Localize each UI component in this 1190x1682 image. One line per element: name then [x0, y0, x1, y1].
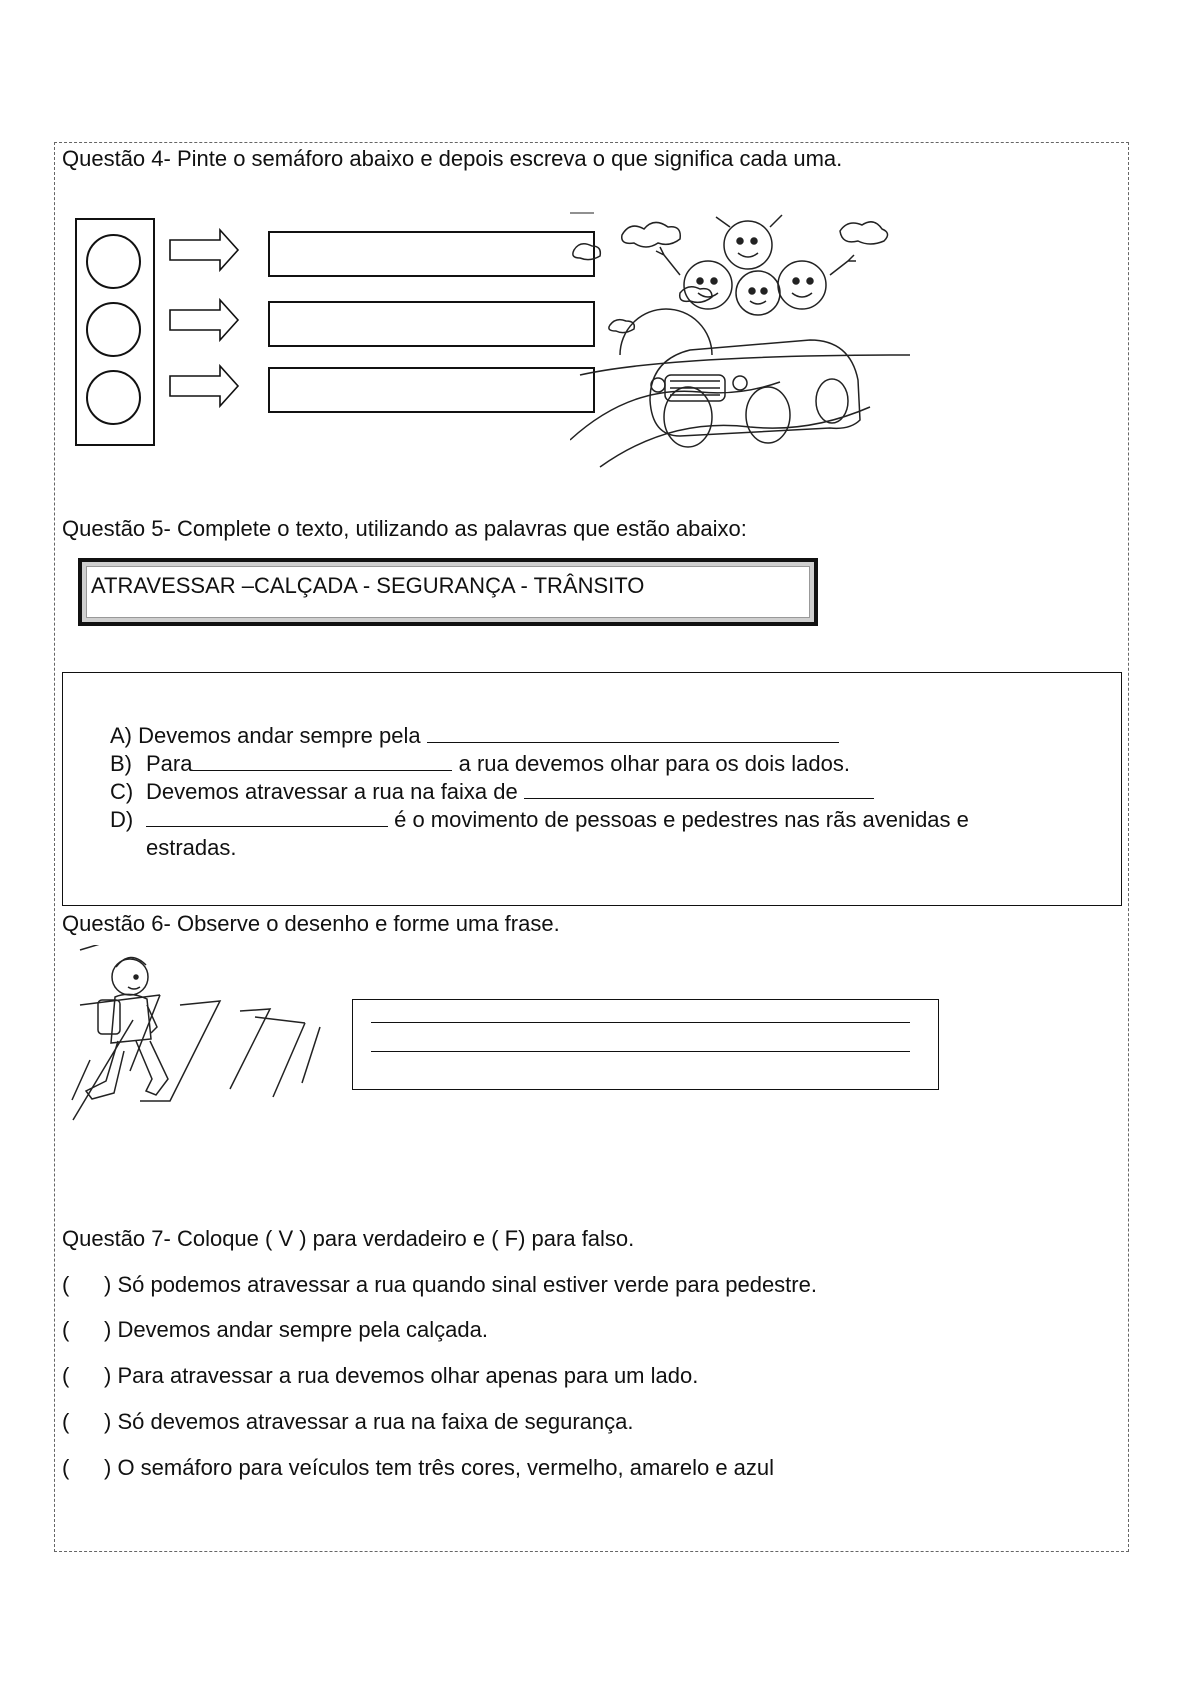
answer-parenthesis[interactable]: (: [62, 1363, 70, 1388]
answer-blank[interactable]: [524, 780, 874, 799]
arrow-right-icon: [170, 366, 238, 406]
sentence-answer-box: [352, 999, 939, 1090]
true-false-item: [62, 1272, 817, 1298]
statement-text: ) Devemos andar sempre pela calçada.: [104, 1317, 488, 1342]
statement-text: ) Só podemos atravessar a rua quando sinal estiver verde para pedestre.: [104, 1272, 817, 1297]
question-4-title: Questão 4- Pinte o semáforo abaixo e depois escreva o que significa cada uma.: [62, 146, 843, 171]
fill-item-a: [110, 723, 839, 749]
arrow-right-icon: [170, 300, 238, 340]
answer-parenthesis[interactable]: (: [62, 1455, 70, 1480]
traffic-light-bottom-circle[interactable]: [86, 370, 141, 425]
sentence-line-2[interactable]: [371, 1051, 910, 1052]
statement-text: ) Para atravessar a rua devemos olhar apenas para um lado.: [104, 1363, 699, 1388]
fill-item-d-continuation: estradas.: [146, 835, 237, 860]
traffic-light-answer-box-3[interactable]: [268, 367, 595, 413]
answer-blank[interactable]: [146, 808, 388, 827]
question-6-title: Questão 6- Observe o desenho e forme uma frase.: [62, 911, 560, 936]
traffic-light-top-circle[interactable]: [86, 234, 141, 289]
item-text: Devemos andar sempre pela: [132, 723, 427, 748]
item-letter: C): [110, 779, 134, 804]
sentence-line-1[interactable]: [371, 1022, 910, 1023]
statement-text: ) Só devemos atravessar a rua na faixa de segurança.: [104, 1409, 634, 1434]
statement-text: ) O semáforo para veículos tem três cores, vermelho, amarelo e azul: [104, 1455, 775, 1480]
fill-item-d: [110, 807, 969, 833]
arrow-right-icon: [170, 230, 238, 270]
item-letter: A): [110, 723, 132, 748]
item-letter: D): [110, 807, 134, 832]
answer-blank[interactable]: [427, 724, 839, 743]
answer-parenthesis[interactable]: (: [62, 1409, 70, 1434]
item-text-after: é o movimento de pessoas e pedestres nas rãs avenidas e: [388, 807, 969, 832]
question-7-title: Questão 7- Coloque ( V ) para verdadeiro e ( F) para falso.: [62, 1226, 635, 1251]
item-text-after: a rua devemos olhar para os dois lados.: [452, 751, 850, 776]
fill-item-c: [110, 779, 874, 805]
traffic-light-answer-box-2[interactable]: [268, 301, 595, 347]
answer-blank[interactable]: [192, 752, 452, 771]
answer-parenthesis[interactable]: (: [62, 1317, 70, 1342]
cloud-icon: [573, 244, 600, 260]
cloud-icon: [840, 222, 888, 244]
boy-crossing-street-illustration: [70, 945, 340, 1125]
true-false-item: [62, 1409, 634, 1435]
traffic-light-middle-circle[interactable]: [86, 302, 141, 357]
true-false-item: [62, 1455, 774, 1481]
cloud-icon: [622, 222, 681, 247]
children-in-car-illustration: [570, 205, 920, 470]
fill-in-blanks-box: [62, 672, 1122, 906]
item-letter: B): [110, 751, 132, 776]
traffic-light-answer-box-1[interactable]: [268, 231, 595, 277]
fill-item-b: [110, 751, 850, 777]
item-text: Para: [146, 751, 193, 776]
arrows-group: [168, 228, 240, 418]
true-false-item: [62, 1317, 488, 1343]
word-bank-box: [78, 558, 818, 626]
answer-parenthesis[interactable]: (: [62, 1272, 70, 1297]
true-false-item: [62, 1363, 698, 1389]
item-text: Devemos atravessar a rua na faixa de: [146, 779, 524, 804]
question-5-title: Questão 5- Complete o texto, utilizando as palavras que estão abaixo:: [62, 516, 747, 541]
traffic-light-drawing: [75, 218, 155, 446]
word-bank-text: ATRAVESSAR –CALÇADA - SEGURANÇA - TRÂNSITO: [91, 573, 645, 598]
